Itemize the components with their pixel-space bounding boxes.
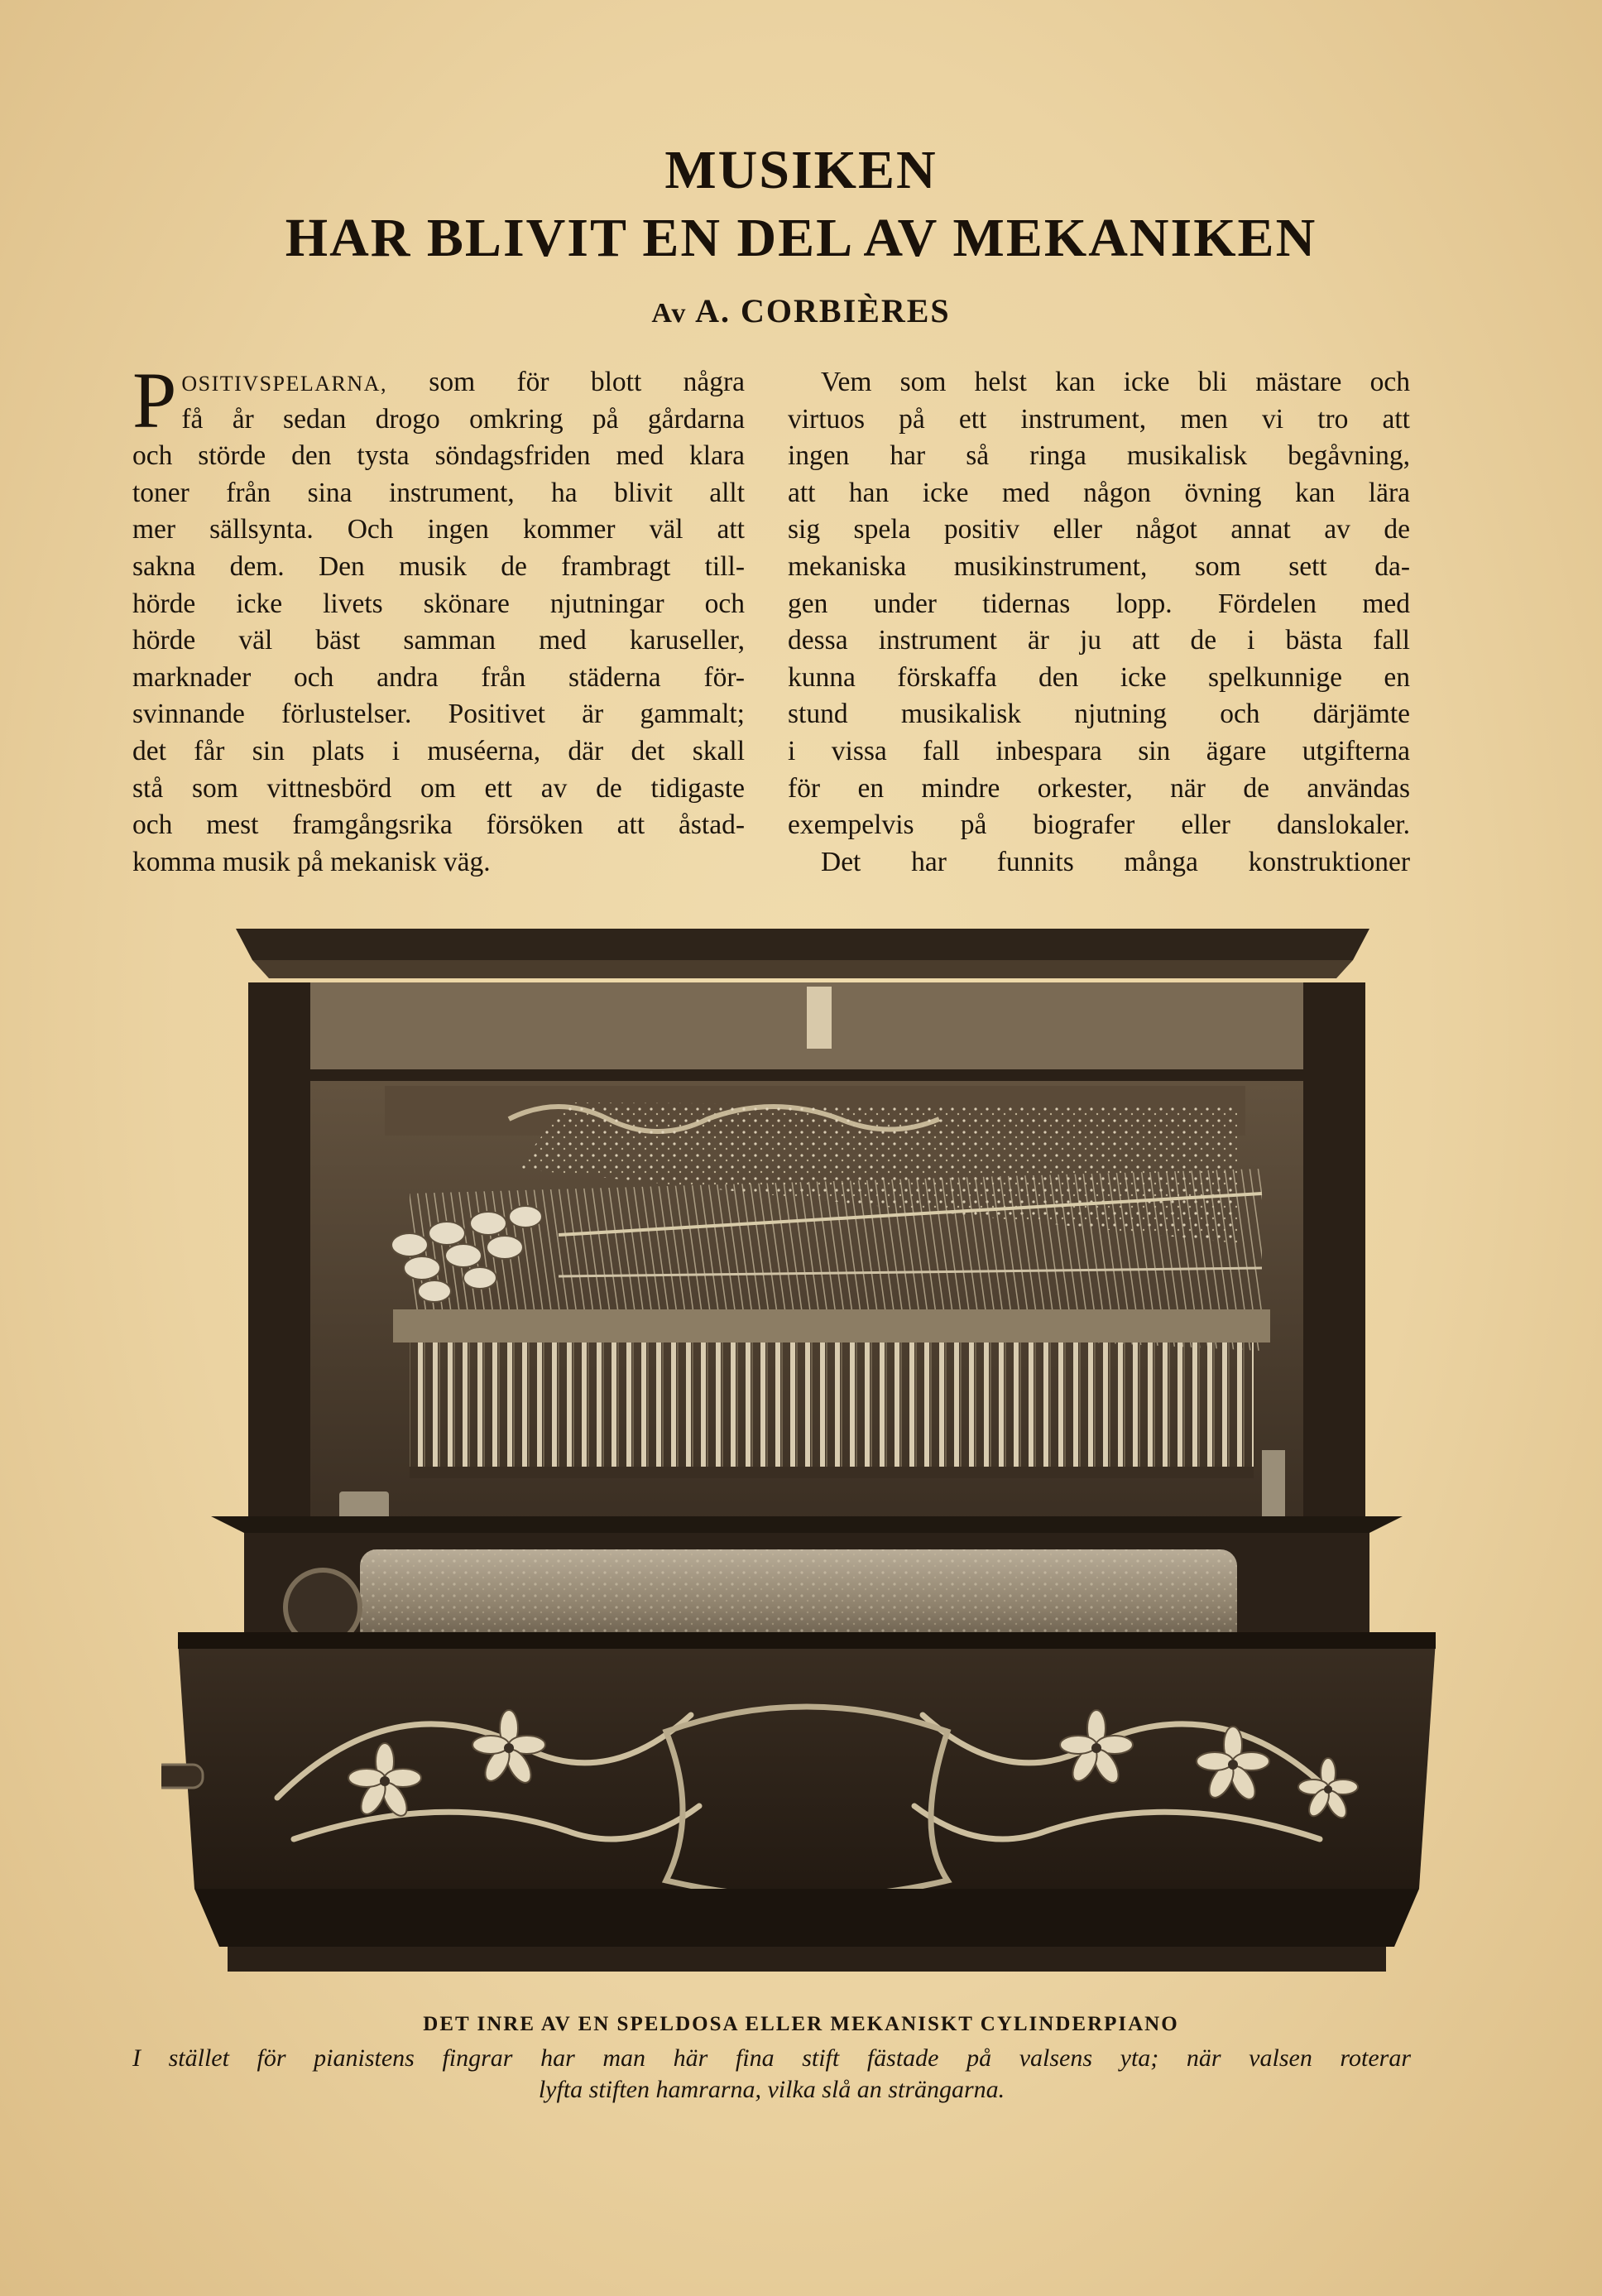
paragraph-line: svinnande förlustelser. Positivet är gammalt; <box>132 699 745 730</box>
first-line-rest: som för blott några <box>429 367 745 397</box>
paragraph-line: och störde den tysta söndagsfriden med klara <box>132 440 745 472</box>
article-title-line-1: MUSIKEN <box>664 140 938 200</box>
figure-caption-title: DET INRE AV EN SPELDOSA ELLER MEKANISKT CYLINDERPIANO <box>423 2013 1179 2035</box>
paragraph-line: dessa instrument är ju att de i bästa fall <box>788 625 1410 656</box>
paragraph-line: få år sedan drogo omkring på gårdarna <box>181 403 745 435</box>
paragraph-line: toner från sina instrument, ha blivit allt <box>132 477 745 508</box>
paragraph-line: mer sällsynta. Och ingen kommer väl att <box>132 514 745 545</box>
paragraph-line: exempelvis på biografer eller danslokaler. <box>788 809 1410 841</box>
cylinder-piano-photo <box>161 920 1452 1988</box>
paragraph-line: kunna förskaffa den icke spelkunnige en <box>788 661 1410 693</box>
paragraph-line: hörde väl bäst samman med karuseller, <box>132 625 745 656</box>
left-column <box>132 356 745 881</box>
paragraph-line: sakna dem. Den musik de frambragt till- <box>132 550 745 582</box>
drop-cap: P <box>132 356 177 444</box>
article-title-line-2: HAR BLIVIT EN DEL AV MEKANIKEN <box>285 208 1317 268</box>
paragraph-line: i vissa fall inbespara sin ägare utgifterna <box>788 735 1410 766</box>
first-line <box>132 364 745 401</box>
paragraph-line: Det har funnits många konstruktioner <box>821 846 1410 877</box>
paragraph-line: och mest framgångsrika försöken att åstad- <box>132 809 745 841</box>
paragraph-line: Vem som helst kan icke bli mästare och <box>821 367 1410 397</box>
figure-caption <box>132 2043 1411 2106</box>
byline-author: A. CORBIÈRES <box>695 292 951 329</box>
paragraph-line: det får sin plats i muséerna, där det skall <box>132 735 745 766</box>
right-column <box>788 364 1410 881</box>
figure-caption-line-2: lyfta stiften hamrarna, vilka slå an strängarna. <box>538 2076 1005 2103</box>
paragraph-line: stå som vittnesbörd om ett av de tidigaste <box>132 772 745 804</box>
paragraph-line: mekaniska musikinstrument, som sett da- <box>788 550 1410 582</box>
paragraph-line: komma musik på mekanisk väg. <box>132 846 491 877</box>
figure-caption-line-1: I stället för pianistens fingrar har man här fina stift fästade på valsens yta; när valsen roterar <box>132 2044 1411 2072</box>
paragraph-line: virtuos på ett instrument, men vi tro att <box>788 403 1410 435</box>
paragraph-line: stund musikalisk njutning och därjämte <box>788 699 1410 730</box>
paragraph-line: marknader och andra från städerna för- <box>132 661 745 693</box>
byline-prefix: Av <box>651 298 688 329</box>
paragraph-line: ingen har så ringa musikalisk begåvning, <box>788 440 1410 472</box>
paragraph-line: hörde icke livets skönare njutningar och <box>132 588 745 619</box>
lead-smallcaps: OSITIVSPELARNA, <box>181 372 387 396</box>
paragraph-line: att han icke med någon övning kan lära <box>788 477 1410 508</box>
paragraph-line: för en mindre orkester, när de användas <box>788 772 1410 804</box>
paragraph-line: gen under tidernas lopp. Fördelen med <box>788 588 1410 619</box>
byline <box>0 291 1602 330</box>
paragraph-line: sig spela positiv eller något annat av de <box>788 514 1410 545</box>
